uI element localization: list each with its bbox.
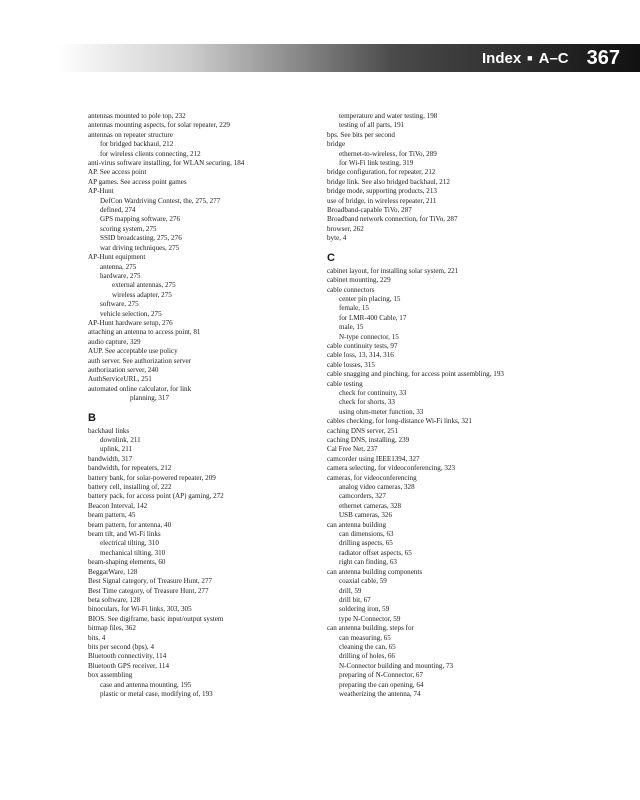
index-entry: Broadband network connection, for TiVo, 287 — [327, 215, 458, 224]
index-entry: battery cell, installing of, 222 — [88, 483, 172, 492]
index-entry: can antenna building — [327, 520, 387, 529]
index-subentry: wireless adapter, 275 — [112, 290, 172, 299]
index-subentry: right can finding, 63 — [339, 558, 397, 567]
index-subentry: mechanical tilting, 310 — [100, 548, 166, 557]
index-entry: AP-Hunt — [88, 187, 114, 196]
index-subentry: for Wi-Fi link testing, 319 — [339, 159, 414, 168]
section-heading: B — [88, 411, 96, 424]
index-entry: box assembling — [88, 671, 133, 680]
index-entry: cabinet layout, for installing solar system, 221 — [327, 266, 459, 275]
page-number: 367 — [586, 46, 620, 69]
index-subentry: external antennas, 275 — [112, 281, 176, 290]
index-subentry: check for continuity, 33 — [339, 388, 407, 397]
index-entry: Broadband-capable TiVo, 287 — [327, 206, 412, 215]
index-entry: antennas on repeater structure — [88, 130, 173, 139]
index-entry: antennas mounting aspects, for solar repeater, 229 — [88, 121, 230, 130]
index-subentry: preparing of N-Connector, 67 — [339, 671, 424, 680]
index-entry: bits, 4 — [88, 633, 106, 642]
index-subentry: antenna, 275 — [100, 262, 137, 271]
index-subentry: SSID broadcasting, 275, 276 — [100, 234, 182, 243]
index-entry: AP. See access point — [88, 168, 147, 177]
index-subentry: drilling aspects, 65 — [339, 539, 393, 548]
index-subentry: can dimensions, 63 — [339, 530, 394, 539]
index-entry: byte, 4 — [327, 234, 347, 243]
index-entry: Beacon Interval, 142 — [88, 501, 148, 510]
index-entry: backhaul links — [88, 426, 130, 435]
index-entry: cable losses, 315 — [327, 360, 375, 369]
index-entry: AP games. See access point games — [88, 177, 187, 186]
index-entry: caching DNS, installing, 239 — [327, 436, 410, 444]
index-subentry: female, 15 — [339, 304, 369, 313]
index-subentry: drilling of holes, 66 — [339, 652, 395, 661]
index-subentry: defined, 274 — [100, 206, 136, 215]
index-entry: audio capture, 329 — [88, 337, 141, 346]
index-subentry: USB cameras, 326 — [339, 511, 392, 520]
index-entry: cable testing — [327, 379, 363, 388]
index-subentry: uplink, 211 — [100, 445, 133, 454]
index-subentry: drill, 59 — [339, 586, 362, 595]
index-column-left — [88, 112, 338, 699]
index-entry: bandwidth, for repeaters, 212 — [88, 464, 172, 473]
index-subentry: cleaning the can, 65 — [339, 642, 396, 651]
index-entry: AP-Hunt equipment — [88, 253, 146, 262]
index-entry: AP-Hunt hardware setup, 276 — [88, 318, 173, 327]
index-subentry: using ohm-meter function, 33 — [339, 407, 424, 416]
index-entry: battery pack, for access point (AP) gaming, 272 — [88, 492, 224, 501]
header-bullet-icon: ■ — [527, 53, 533, 63]
index-subentry: scoring system, 275 — [100, 224, 157, 233]
index-subentry: planning, 317 — [130, 394, 170, 403]
index-subentry: for wireless clients connecting, 212 — [100, 149, 201, 158]
index-subentry: ethernet cameras, 328 — [339, 501, 402, 510]
index-subentry: camcorders, 327 — [339, 492, 386, 501]
index-subentry: can measuring, 65 — [339, 633, 391, 642]
index-subentry: center pin placing, 15 — [339, 294, 401, 303]
index-entry: camcorder using IEEE1394, 327 — [327, 454, 420, 463]
index-entry: BeggarWare, 128 — [88, 567, 138, 576]
index-subentry: type N-Connector, 59 — [339, 614, 401, 623]
index-entry: caching DNS server, 251 — [327, 426, 399, 435]
index-entry: binoculars, for Wi-Fi links, 303, 305 — [88, 605, 192, 614]
index-subentry: N-type connector, 15 — [339, 332, 399, 341]
index-entry: Bluetooth GPS receiver, 114 — [88, 661, 170, 670]
running-header — [58, 44, 640, 72]
index-subentry: soldering iron, 59 — [339, 605, 390, 614]
index-entry: browser, 262 — [327, 224, 364, 233]
header-letter-range: A–C — [538, 49, 569, 67]
index-entry: AUP. See acceptable use policy — [88, 347, 178, 356]
index-entry: cable loss, 13, 314, 316 — [327, 351, 394, 360]
index-subentry: N-Connector building and mounting, 73 — [339, 661, 454, 670]
index-entry: bridge — [327, 140, 346, 149]
index-subentry: downlink, 211 — [100, 436, 141, 444]
index-entry: bridge mode, supporting products, 213 — [327, 187, 437, 196]
index-entry: bandwidth, 317 — [88, 454, 133, 463]
index-subentry: plastic or metal case, modifying of, 193 — [100, 689, 213, 698]
index-subentry: check for shorts, 33 — [339, 398, 395, 407]
index-subentry: electrical tilting, 310 — [100, 539, 159, 548]
index-entry: cable continuity tests, 97 — [327, 341, 398, 350]
index-entry: can antenna building, steps for — [327, 624, 414, 633]
index-column-right — [327, 112, 577, 699]
index-entry: authorization server, 240 — [88, 365, 159, 374]
index-subentry: war driving techniques, 275 — [100, 243, 180, 252]
index-entry: beta software, 128 — [88, 595, 141, 604]
index-entry: antennas mounted to pole top, 232 — [88, 112, 186, 120]
index-entry: auth server. See authorization server — [88, 356, 192, 365]
index-entry: camera selecting, for videoconferencing, 323 — [327, 464, 456, 473]
index-entry: bridge configuration, for repeater, 212 — [327, 168, 436, 177]
index-entry: bits per second (bps), 4 — [88, 642, 154, 651]
index-subentry: software, 275 — [100, 300, 139, 309]
index-entry: bridge link. See also bridged backhaul, 212 — [327, 177, 450, 186]
index-subentry: case and antenna mounting, 195 — [100, 680, 192, 689]
index-entry: battery bank, for solar-powered repeater, 209 — [88, 473, 216, 482]
index-entry: attaching an antenna to access point, 81 — [88, 328, 201, 337]
index-subentry: hardware, 275 — [100, 271, 141, 280]
index-entry: beam-shaping elements, 60 — [88, 558, 166, 567]
index-entry: anti-virus software installing, for WLAN securing, 184 — [88, 159, 245, 168]
index-entry: use of bridge, in wireless repeater, 211 — [327, 196, 437, 205]
index-entry: automated online calculator, for link — [88, 384, 192, 393]
index-entry: BIOS. See digiframe, basic input/output system — [88, 614, 224, 623]
index-subentry: temperature and water testing, 198 — [339, 112, 438, 120]
index-entry: beam pattern, 45 — [88, 511, 136, 520]
header-text — [482, 44, 620, 72]
index-entry: cable snagging and pinching, for access point assembling, 193 — [327, 370, 504, 379]
index-entry: AuthServiceURL, 251 — [88, 375, 152, 384]
index-subentry: male, 15 — [339, 323, 364, 332]
section-heading: C — [327, 251, 335, 264]
index-subentry: preparing the can opening, 64 — [339, 680, 424, 689]
index-entry: cameras, for videoconferencing — [327, 473, 417, 482]
index-subentry: radiator offset aspects, 65 — [339, 548, 412, 557]
index-subentry: GPS mapping software, 276 — [100, 215, 180, 224]
index-subentry: weatherizing the antenna, 74 — [339, 689, 421, 698]
index-subentry: coaxial cable, 59 — [339, 577, 387, 586]
index-entry: Best Signal category, of Treasure Hunt, 277 — [88, 577, 213, 586]
index-entry: Cal Free Net, 237 — [327, 445, 378, 454]
index-entry: cabinet mounting, 229 — [327, 276, 391, 285]
index-subentry: DefCon Wardriving Contest, the, 275, 277 — [100, 196, 221, 205]
index-entry: bps. See bits per second — [327, 130, 395, 139]
index-subentry: vehicle selection, 275 — [100, 309, 162, 318]
index-entry: Best Time category, of Treasure Hunt, 277 — [88, 586, 209, 595]
index-subentry: ethernet-to-wireless, for TiVo, 289 — [339, 149, 437, 158]
index-entry: cable connectors — [327, 285, 375, 294]
index-entry: bitmap files, 362 — [88, 624, 136, 633]
index-entry: can antenna building components — [327, 567, 423, 576]
index-subentry: testing of all parts, 191 — [339, 121, 405, 130]
index-subentry: for LMR-400 Cable, 17 — [339, 313, 407, 322]
index-subentry: for bridged backhaul, 212 — [100, 140, 174, 149]
index-subentry: drill bit, 67 — [339, 595, 371, 604]
header-index-label: Index — [481, 49, 522, 67]
index-entry: beam pattern, for antenna, 40 — [88, 520, 172, 529]
index-entry: Bluetooth connectivity, 114 — [88, 652, 167, 661]
index-entry: cables checking, for long-distance Wi-Fi links, 321 — [327, 417, 472, 426]
index-entry: beam tilt, and Wi-Fi links — [88, 530, 161, 539]
index-subentry: analog video cameras, 328 — [339, 483, 415, 492]
